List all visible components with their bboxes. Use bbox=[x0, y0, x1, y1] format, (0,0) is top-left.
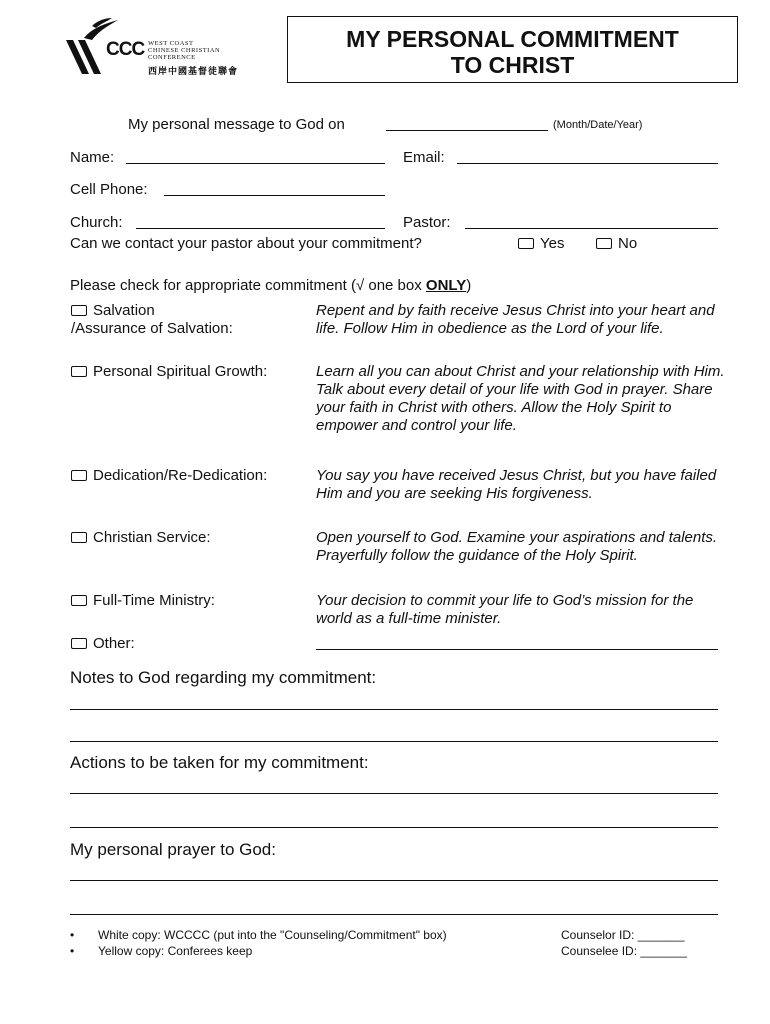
salvation-checkbox[interactable] bbox=[71, 305, 87, 316]
christian-service-label: Christian Service: bbox=[93, 529, 211, 546]
bullet-icon: • bbox=[70, 928, 75, 942]
yes-checkbox[interactable] bbox=[518, 238, 534, 249]
christian-service-checkbox[interactable] bbox=[71, 532, 87, 543]
option-salvation[interactable] bbox=[71, 302, 233, 338]
full-time-ministry-label: Full-Time Ministry: bbox=[93, 592, 215, 609]
footer-copy-yellow bbox=[70, 944, 252, 958]
christian-service-description: Open yourself to God. Examine your aspirations and talents. Prayerfully follow the guidance of the Holy Spirit. bbox=[316, 529, 718, 564]
actions-line-2[interactable] bbox=[70, 827, 718, 828]
spiritual-growth-checkbox[interactable] bbox=[71, 366, 87, 377]
option-full-time-ministry[interactable] bbox=[71, 592, 215, 610]
spiritual-growth-label: Personal Spiritual Growth: bbox=[93, 363, 268, 380]
check-instruction-emphasis: ONLY bbox=[425, 277, 467, 294]
full-time-ministry-description: Your decision to commit your life to God’s mission for the world as a full-time minister. bbox=[316, 592, 694, 627]
cell-phone-field[interactable] bbox=[164, 195, 385, 196]
option-christian-service[interactable] bbox=[71, 529, 211, 547]
notes-heading: Notes to God regarding my commitment: bbox=[70, 668, 377, 687]
notes-line-2[interactable] bbox=[70, 741, 718, 742]
contact-question: Can we contact your pastor about your commitment? bbox=[70, 235, 422, 252]
other-field[interactable] bbox=[316, 649, 718, 650]
option-dedication[interactable] bbox=[71, 467, 267, 485]
notes-line-1[interactable] bbox=[70, 709, 718, 710]
church-field[interactable] bbox=[136, 228, 385, 229]
pastor-label: Pastor: bbox=[403, 214, 451, 231]
other-label: Other: bbox=[93, 635, 135, 652]
actions-heading: Actions to be taken for my commitment: bbox=[70, 753, 369, 772]
title-box bbox=[287, 16, 738, 83]
check-instruction-close: ) bbox=[466, 277, 472, 294]
footer-copy-white bbox=[70, 928, 447, 942]
dedication-label: Dedication/Re-Dedication: bbox=[93, 467, 268, 484]
salvation-description: Repent and by faith receive Jesus Christ into your heart and life. Follow Him in obedience as the Lord of your life. bbox=[316, 302, 715, 337]
date-hint: (Month/Date/Year) bbox=[553, 119, 643, 131]
yes-label: Yes bbox=[540, 235, 565, 252]
no-checkbox[interactable] bbox=[596, 238, 612, 249]
counselor-id: Counselor ID: _______ bbox=[561, 928, 685, 942]
email-label: Email: bbox=[403, 149, 445, 166]
logo-line-1: WEST COAST bbox=[148, 40, 194, 47]
name-field[interactable] bbox=[126, 163, 385, 164]
date-field[interactable] bbox=[386, 130, 548, 131]
check-instruction-text: Please check for appropriate commitment (√ one box bbox=[70, 277, 426, 294]
other-checkbox[interactable] bbox=[71, 638, 87, 649]
option-other[interactable] bbox=[71, 635, 135, 653]
dedication-checkbox[interactable] bbox=[71, 470, 87, 481]
actions-line-1[interactable] bbox=[70, 793, 718, 794]
full-time-ministry-checkbox[interactable] bbox=[71, 595, 87, 606]
counselee-id: Counselee ID: _______ bbox=[561, 944, 688, 958]
page-title-line-2: TO CHRIST bbox=[450, 52, 575, 78]
page-title-line-1: MY PERSONAL COMMITMENT bbox=[346, 26, 679, 52]
logo-line-2: CHINESE CHRISTIAN bbox=[148, 47, 221, 54]
message-prefix: My personal message to God on bbox=[128, 116, 345, 133]
contact-yes-option[interactable] bbox=[518, 235, 564, 252]
prayer-heading: My personal prayer to God: bbox=[70, 840, 276, 859]
logo-mark: CCC bbox=[106, 39, 145, 60]
logo-chinese: 西岸中國基督徒聯會 bbox=[148, 66, 239, 76]
name-label: Name: bbox=[70, 149, 115, 166]
prayer-line-1[interactable] bbox=[70, 880, 718, 881]
option-spiritual-growth[interactable] bbox=[71, 363, 267, 381]
bullet-icon: • bbox=[70, 944, 75, 958]
salvation-label: Salvation bbox=[93, 302, 155, 319]
dedication-description: You say you have received Jesus Christ, but you have failed Him and you are seeking His forgiveness. bbox=[316, 467, 717, 502]
salvation-label-2: /Assurance of Salvation: bbox=[71, 320, 233, 337]
spiritual-growth-description: Learn all you can about Christ and your relationship with Him. Talk about every detail of your life with God in prayer. Share your faith in Christ with others. Allow the Holy Spirit to empower and control your life. bbox=[316, 363, 725, 434]
white-copy-text: White copy: WCCCC (put into the "Counseling/Commitment" box) bbox=[98, 928, 447, 942]
cell-phone-label: Cell Phone: bbox=[70, 181, 148, 198]
logo bbox=[62, 18, 262, 78]
logo-line-3: CONFERENCE bbox=[148, 54, 196, 61]
email-field[interactable] bbox=[457, 163, 718, 164]
church-label: Church: bbox=[70, 214, 123, 231]
no-label: No bbox=[618, 235, 638, 252]
prayer-line-2[interactable] bbox=[70, 914, 718, 915]
pastor-field[interactable] bbox=[465, 228, 718, 229]
check-instruction bbox=[70, 277, 471, 294]
yellow-copy-text: Yellow copy: Conferees keep bbox=[98, 944, 253, 958]
contact-no-option[interactable] bbox=[596, 235, 637, 252]
